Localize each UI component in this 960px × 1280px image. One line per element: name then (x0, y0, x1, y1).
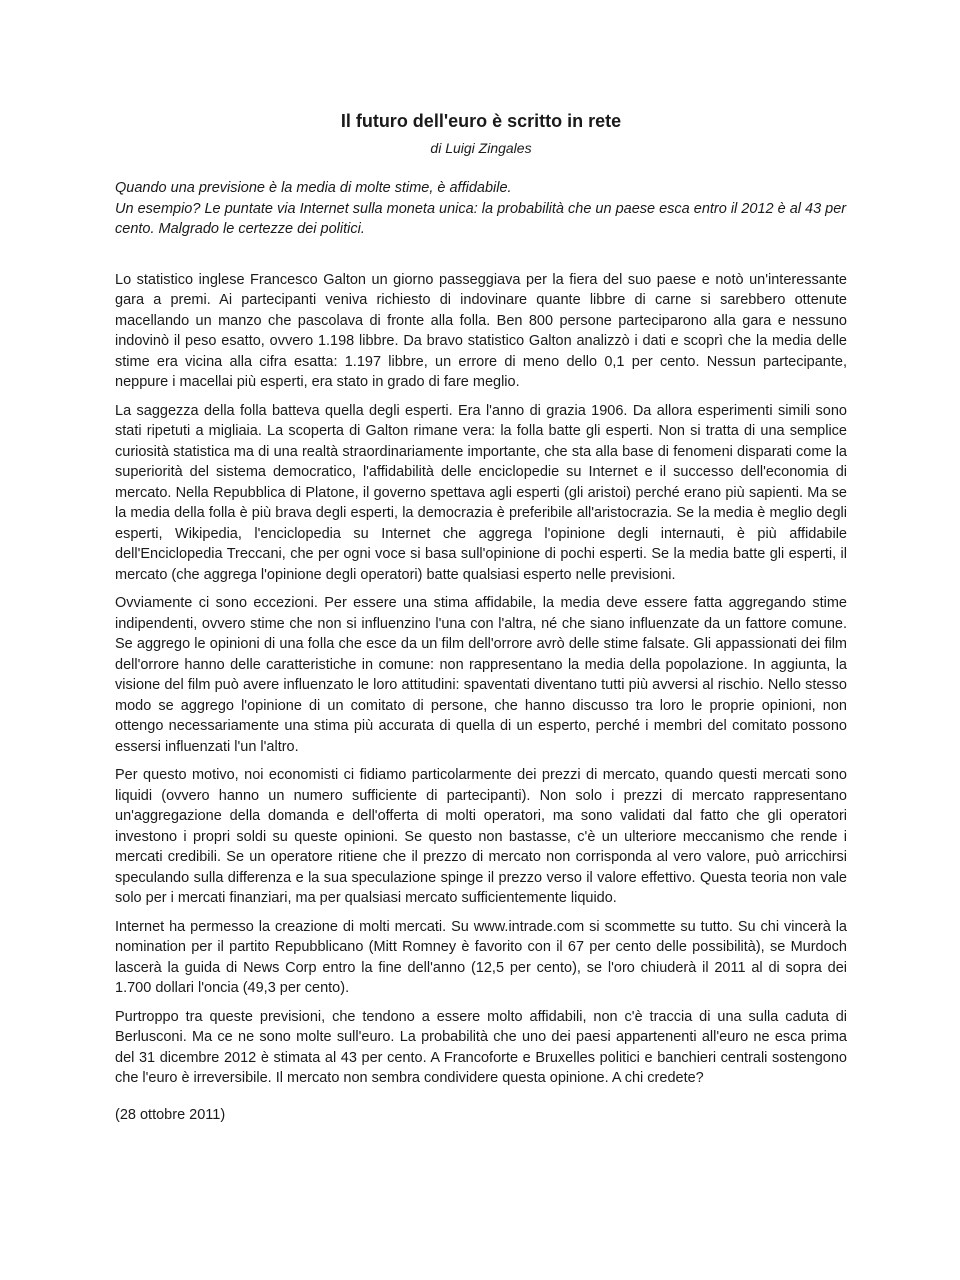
article-date: (28 ottobre 2011) (115, 1106, 226, 1123)
article-summary (115, 178, 847, 240)
paragraph: Per questo motivo, noi economisti ci fidiamo particolarmente dei prezzi di mercato, quando questi mercati sono liquidi (ovvero hanno un numero sufficiente di partecipanti). Non solo i prezzi di mercato rappresentano un'aggregazione della domanda e dell'offerta di molti operatori, ma sono validati dal fatto che gli operatori investono i propri soldi su queste opinioni. Se questo non bastasse, c'è un ulteriore meccanismo che rende i mercati credibili. Se un operatore ritiene che il prezzo di mercato non corrisponda al vero valore, può arricchirsi speculando sulla differenza e la sua speculazione spinge il prezzo verso il valore effettivo. Questa teoria non vale solo per i mercati finanziari, ma per qualsiasi mercato sufficientemente liquido. (115, 767, 847, 906)
paragraph: Lo statistico inglese Francesco Galton un giorno passeggiava per la fiera del suo paese e notò un'interessante gara a premi. Ai partecipanti veniva richiesto di indovinare quante libbre di carne si sarebbero ottenute macellando un manzo che pascolava di fronte alla folla. Ben 800 persone parteciparono alla gara e nessuno indovinò il peso esatto, ovvero 1.198 libbre. Da bravo statistico Galton analizzò i dati e scoprì che la media delle stime era vicina alla cifra esatta: 1.197 libbre, un errore di meno dello 0,1 per cento. Nessun partecipante, neppure i macellai più esperti, era stato in grado di fare meglio. (115, 271, 847, 390)
article-byline: di Luigi Zingales (430, 140, 532, 156)
article-body (115, 270, 847, 1089)
article-title: Il futuro dell'euro è scritto in rete (340, 111, 622, 131)
summary-line: Quando una previsione è la media di molte stime, è affidabile. (115, 180, 512, 196)
paragraph: Internet ha permesso la creazione di molti mercati. Su www.intrade.com si scommette su tutto. Su chi vincerà la nomination per il partito Repubblicano (Mitt Romney è favorito con il 67 per cento delle possibilità), se Murdoch lascerà la guida di News Corp entro la fine dell'anno (12,5 per cento), se l'oro chiuderà il 2011 al di sopra dei 1.700 dollari l'oncia (49,3 per cento). (115, 918, 847, 996)
paragraph: La saggezza della folla batteva quella degli esperti. Era l'anno di grazia 1906. Da allora esperimenti simili sono stati ripetuti a migliaia. La scoperta di Galton rimane vera: la folla batte gli esperti. Non si tratta di una semplice curiosità statistica ma di una realtà straordinariamente importante, che sta alla base di fenomeni disparati come la superiorità del sistema democratico, l'affidabilità delle enciclopedie su Internet e il successo dell'economia di mercato. Nella Repubblica di Platone, il governo spettava agli esperti (gli aristoi) perché erano più sapienti. Ma se la media della folla è più brava degli esperti, la democrazia è preferibile all'aristocrazia. Se la media è meglio degli esperti, Wikipedia, l'enciclopedia su Internet che aggrega l'opinione degli internauti, è più affidabile dell'Enciclopedia Treccani, che per ogni voce si basa sull'opinione di pochi esperti. Se la media batte gli esperti, il mercato (che aggrega l'opinione degli operatori) batte qualsiasi esperto nelle previsioni. (115, 402, 847, 583)
paragraph: Purtroppo tra queste previsioni, che tendono a essere molto affidabili, non c'è traccia di una sulla caduta di Berlusconi. Ma ce ne sono molte sull'euro. La probabilità che uno dei paesi appartenenti all'euro ne esca prima del 31 dicembre 2012 è stimata al 43 per cento. A Francoforte e Bruxelles politici e banchieri centrali sostengono che l'euro è irreversibile. Il mercato non sembra condividere questa opinione. A chi credete? (115, 1008, 847, 1086)
summary-line: Un esempio? Le puntate via Internet sulla moneta unica: la probabilità che un paese esca entro il 2012 è al 43 per cento. Malgrado le certezze dei politici. (115, 200, 847, 237)
article (115, 108, 847, 1125)
paragraph: Ovviamente ci sono eccezioni. Per essere una stima affidabile, la media deve essere fatta aggregando stime indipendenti, ovvero stime che non si influenzino l'una con l'altra, né che siano influenzate da un fattore comune. Se aggrego le opinioni di una folla che esce da un film dell'orrore avrò delle stime falsate. Gli appassionati dei film dell'orrore hanno delle caratteristiche in comune: non rappresentano la media della popolazione. In aggiunta, la visione del film può avere influenzato le loro attitudini: spaventati diventano tutti più avversi al rischio. Nello stesso modo se aggrego l'opinione di un comitato di persone, che hanno discusso tra loro le proprie opinioni, non ottengo necessariamente una stima più accurata di quella di un esperto, perché i membri del comitato possono essersi influenzati l'un l'altro. (115, 595, 847, 755)
